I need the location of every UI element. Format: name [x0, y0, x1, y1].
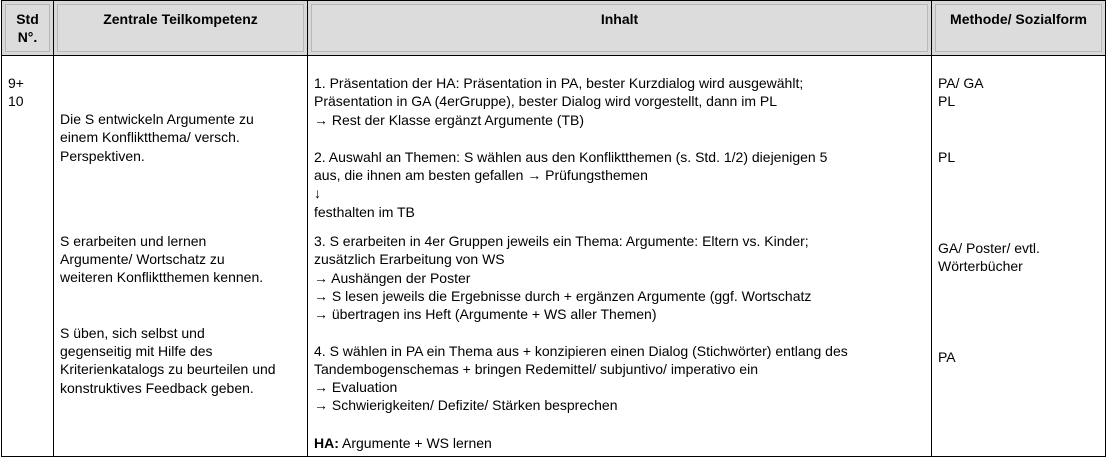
lesson-plan-table [1, 0, 1106, 457]
inhalt-2-line-1: 2. Auswahl an Themen: S wählen aus den Konfliktthemen (s. Std. 1/2) diejenigen 5 [314, 148, 828, 165]
inhalt-4-line-1: 4. S wählen in PA ein Thema aus + konzipieren einen Dialog (Stichwörter) entlang des [314, 342, 848, 359]
header-inhalt [308, 1, 932, 56]
methode-3: GA/ Poster/ evtl. Wörterbücher [938, 239, 1040, 275]
kompetenz-1: Die S entwickeln Argumente zu einem Konfliktthema/ versch. Perspektiven. [60, 111, 254, 164]
homework-text: Argumente + WS lernen [338, 434, 492, 451]
inhalt-3-line-5: → übertragen ins Heft (Argumente + WS aller Themen) [314, 306, 657, 323]
body-row [2, 56, 1106, 457]
methode-4: PA [938, 349, 956, 366]
inhalt-2-line-2: aus, die ihnen am besten gefallen → Prüfungsthemen [314, 167, 648, 184]
inhalt-4-line-2: Tandembogenschemas + bringen Redemittel/ subjuntivo/ imperativo ein [314, 360, 758, 377]
methode-2: PL [938, 148, 956, 165]
header-kompetenz-label: Zentrale Teilkompetenz [103, 11, 258, 27]
kompetenz-2: S erarbeiten und lernen Argumente/ Wortschatz zu weiteren Konfliktthemen kennen. [60, 232, 264, 286]
inhalt-4-line-3: → Evaluation [314, 379, 398, 396]
homework-line [314, 434, 925, 452]
header-std-label: Std N°. [16, 11, 39, 45]
kompetenz-3: S üben, sich selbst und gegenseitig mit Hilfe des Kriterienkatalogs zu beurteilen und konstruktives Feedback geben. [60, 324, 276, 396]
methode-1a: PA/ GA [938, 75, 984, 91]
inhalt-4-line-4: → Schwierigkeiten/ Defizite/ Stärken besprechen [314, 397, 618, 414]
inhalt-3-line-1: 3. S erarbeiten in 4er Gruppen jeweils ein Thema: Argumente: Eltern vs. Kinder; [314, 233, 809, 250]
inhalt-1-line-3: → Rest der Klasse ergänzt Argumente (TB) [314, 111, 584, 128]
inhalt-3-line-2: zusätzlich Erarbeitung von WS [314, 251, 505, 268]
methode-1b: PL [938, 93, 956, 110]
homework-label: HA: [314, 434, 339, 451]
inhalt-2-line-4: festhalten im TB [314, 203, 415, 220]
inhalt-cell [308, 56, 932, 457]
inhalt-1-line-1: 1. Präsentation der HA: Präsentation in PA, bester Kurzdialog wird ausgewählt; [314, 75, 804, 91]
std-value: 9+ 10 [8, 75, 24, 110]
header-inhalt-label: Inhalt [600, 11, 639, 27]
header-kompetenz [54, 1, 308, 56]
inhalt-3-line-4: → S lesen jeweils die Ergebnisse durch + ergänzen Argumente (ggf. Wortschatz [314, 287, 812, 304]
inhalt-3-line-3: → Aushängen der Poster [314, 269, 471, 286]
header-std [2, 1, 54, 56]
header-methode [932, 1, 1106, 56]
header-row [2, 1, 1106, 56]
header-methode-label: Methode/ Sozialform [950, 11, 1087, 27]
methode-cell [932, 56, 1106, 457]
inhalt-1-line-2: Präsentation in GA (4erGruppe), bester Dialog wird vorgestellt, dann im PL [314, 93, 778, 110]
kompetenz-cell [54, 56, 308, 457]
std-cell [2, 56, 54, 457]
inhalt-2-line-3: ↓ [314, 185, 321, 202]
